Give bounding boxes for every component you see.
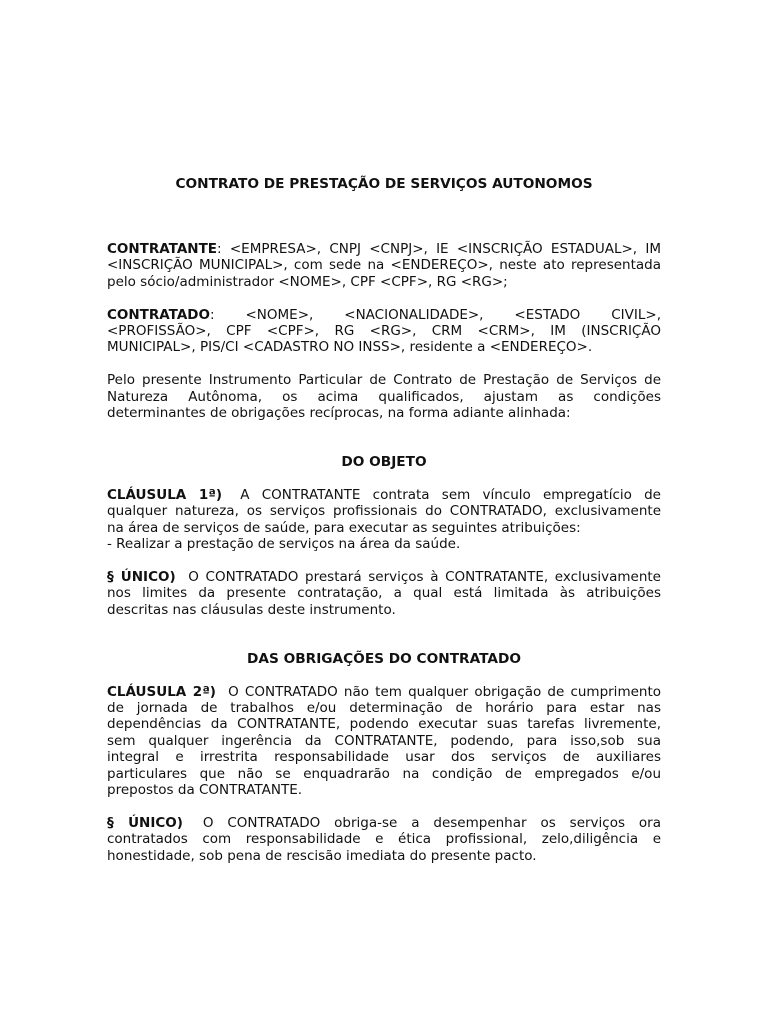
paragrafo-unico-2-text: O CONTRATADO obriga-se a desempenhar os serviços ora: [202, 814, 661, 831]
contratado-paragraph: [107, 307, 661, 356]
preambulo-paragraph: [107, 372, 661, 421]
clausula-2-line-5: integral e irrestrita responsabilidade usar dos serviços de auxiliares: [107, 749, 661, 766]
contratante-line-2: <INSCRIÇÃO MUNICIPAL>, com sede na <ENDEREÇO>, neste ato representada: [107, 257, 661, 274]
document-page: [107, 176, 661, 864]
document-title: CONTRATO DE PRESTAÇÃO DE SERVIÇOS AUTONOMOS: [175, 175, 593, 192]
section-heading-obrigacoes: DAS OBRIGAÇÕES DO CONTRATADO: [247, 650, 521, 667]
clausula-2-text: O CONTRATADO não tem qualquer obrigação de cumprimento: [228, 683, 662, 700]
contratado-text: : <NOME>, <NACIONALIDADE>, <ESTADO CIVIL>,: [209, 306, 661, 323]
preambulo-line-1: Pelo presente Instrumento Particular de Contrato de Prestação de Serviços de: [107, 372, 661, 389]
contratante-text: : <EMPRESA>, CNPJ <CNPJ>, IE <INSCRIÇÃO ESTADUAL>, IM: [217, 241, 661, 258]
clausula-2-line-1: [107, 684, 661, 700]
contratante-label: CONTRATANTE: [107, 241, 218, 258]
paragrafo-unico-1-line-2: nos limites da presente contratação, a qual está limitada às atribuições: [107, 585, 661, 602]
clausula-1-list-item: - Realizar a prestação de serviços na área da saúde.: [107, 536, 461, 553]
clausula-1-line-3: na área de serviços de saúde, para executar as seguintes atribuições:: [107, 519, 581, 536]
paragrafo-unico-1-line-1: [107, 569, 661, 585]
clausula-1-line-1: [107, 487, 661, 503]
clausula-2-paragraph: [107, 684, 661, 799]
paragrafo-unico-1-line-3: descritas nas cláusulas deste instrumento.: [107, 601, 396, 618]
clausula-1-text: A CONTRATANTE contrata sem vínculo empregatício de: [240, 486, 661, 503]
section-heading-objeto: DO OBJETO: [341, 454, 427, 471]
paragrafo-unico-2-paragraph: [107, 815, 661, 864]
clausula-1-line-2: qualquer natureza, os serviços profissionais do CONTRATADO, exclusivamente: [107, 503, 661, 520]
clausula-2-line-7: prepostos da CONTRATANTE.: [107, 782, 303, 798]
clausula-2-line-2: de jornada de trabalhos e/ou determinação de horário para estar nas: [107, 700, 661, 717]
clausula-1-paragraph: [107, 487, 661, 553]
paragrafo-unico-2-line-2: contratados com responsabilidade e ética profissional, zelo,diligência e: [107, 831, 661, 848]
preambulo-line-3: determinantes de obrigações recíprocas, na forma adiante alinhada:: [107, 404, 571, 421]
contratante-paragraph: [107, 241, 661, 290]
paragrafo-unico-2-label: § ÚNICO): [107, 814, 183, 831]
paragrafo-unico-2-line-1: [107, 815, 661, 831]
clausula-1-label: CLÁUSULA 1ª): [107, 486, 223, 503]
clausula-2-line-4: sem qualquer ingerência da CONTRATANTE, podendo, para isso,sob sua: [107, 732, 661, 749]
clausula-2-line-3: dependências da CONTRATANTE, podendo executar suas tarefas livremente,: [107, 716, 661, 733]
contratado-line-2: <PROFISSÃO>, CPF <CPF>, RG <RG>, CRM <CRM>, IM (INSCRIÇÃO: [107, 323, 661, 340]
preambulo-line-2: Natureza Autônoma, os acima qualificados, ajustam as condições: [107, 388, 661, 405]
clausula-2-label: CLÁUSULA 2ª): [107, 683, 216, 700]
paragrafo-unico-1-label: § ÚNICO): [107, 568, 176, 585]
paragrafo-unico-2-line-3: honestidade, sob pena de rescisão imediata do presente pacto.: [107, 847, 537, 864]
clausula-2-line-6: particulares que não se enquadrarão na condição de empregados e/ou: [107, 765, 661, 782]
paragrafo-unico-1-paragraph: [107, 569, 661, 618]
contratante-line-3: pelo sócio/administrador <NOME>, CPF <CPF>, RG <RG>;: [107, 273, 508, 290]
contratado-line-1: [107, 307, 661, 323]
paragrafo-unico-1-text: O CONTRATADO prestará serviços à CONTRATANTE, exclusivamente: [188, 568, 661, 585]
contratante-line-1: [107, 241, 661, 257]
contratado-line-3: MUNICIPAL>, PIS/CI <CADASTRO NO INSS>, residente a <ENDEREÇO>.: [107, 339, 593, 356]
contratado-label: CONTRATADO: [107, 306, 210, 323]
